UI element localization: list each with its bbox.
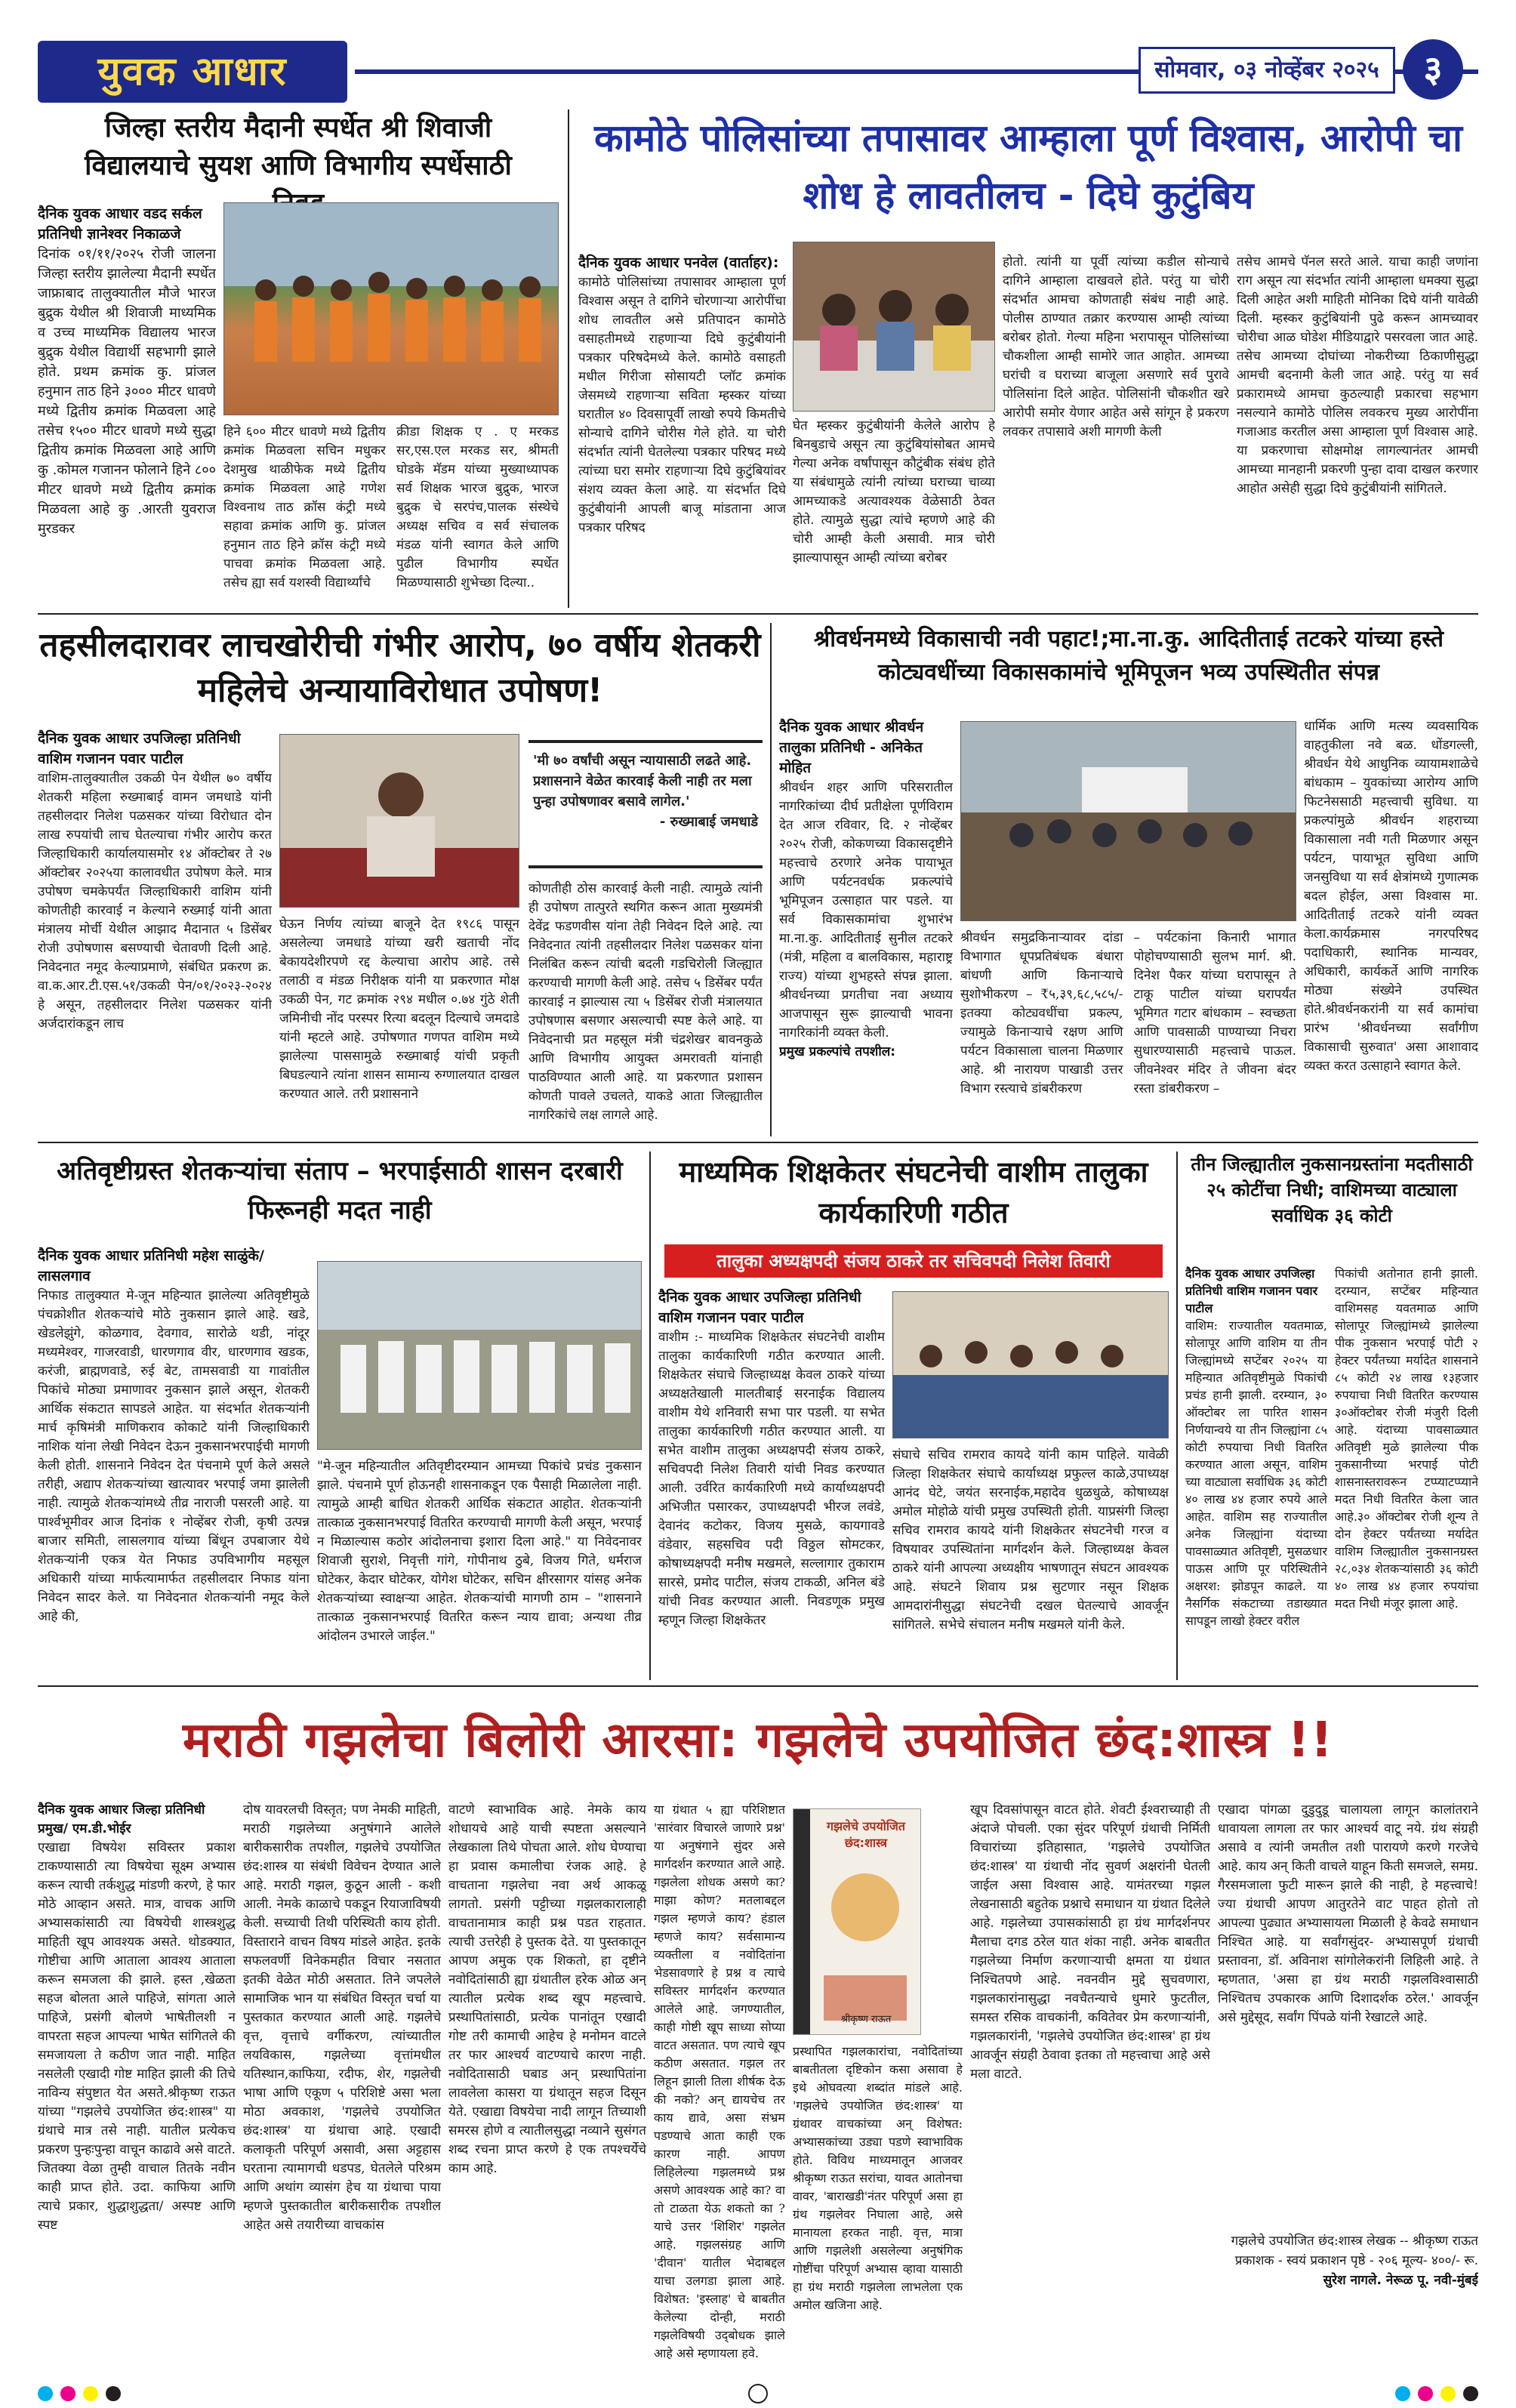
students-photo-art	[224, 203, 559, 415]
book-info	[1218, 2231, 1478, 2371]
book-details: गझलेचे उपयोजित छंद:शास्त्र लेखक -- श्रीकृष्ण राऊत प्रकाशक - स्वयं प्रकाशन पृष्ठे - २०६ मूल्य- ४००/- रू.	[1231, 2234, 1478, 2268]
ghazal-col5	[793, 2043, 963, 2371]
article-headline: श्रीवर्धनमध्ये विकासाची नवी पहाट!;मा.ना.कु. आदितीताई तटकरे यांच्या हस्ते कोट्यवधींच्या विकासकामांचे भूमिपूजन भव्य उपस्थितीत संपन्न	[814, 626, 1444, 686]
projects-label: प्रमुख प्रकल्पांचे तपशील:	[779, 1044, 896, 1059]
article-text: दोष यावरलची विस्तृत; पण नेमकी माहिती, मराठी गझलेच्या अनुषंगाने आलेले बारीकसारीक तपशील, गझलेचे उपयोजित छंद:शास्त्र या संबंधी विवेचन देण्यात आले आहे. मराठी गझल, कुठून आली - कशी आली. नेमके काळाचे पकडून रियाजाविषयी केली. सच्याची तिथी परिस्थिती काय होती. विस्ताराने वाचन विषय मांडले आहेत. इतके सफलवर्णी विनेकमहीत विचार नसतात इतकी वेळेत मोठी असतात. तिने जपलेले सामाजिक भान या संबंधित विस्तृत चर्चा या पुस्तकात करण्यात आली आहे. गझलेचे वृत्त, वृत्ताचे वर्गीकरण, त्यांच्यातील लयविकास, गझलेच्या वृत्तांमधील यतिस्थान,काफिया, रदीफ, शेर, गझलेची भाषा आणि एकूण ५ परिशिष्टे असा भला मोठा अवकाश, 'गझलेचे उपयोजित छंद:शास्त्र' या ग्रंथाचा आहे. एखादी कलाकृती परिपूर्ण असावी, असा अट्टहास घरताना त्यामागची धडपड, घेतलेले परिश्रम आणि अथांग व्यासंग हेच या ग्रंथाचा पाया म्हणजे पुस्तकातील बारीकसारीक तपशील आहेत असे तयारीच्या वाचकांस	[243, 1802, 441, 2233]
article-headline: तीन जिल्ह्यातील नुकसानग्रस्तांना मदतीसाठी २५ कोटींचा निधी; वाशिमच्या वाट्याला सर्वाधिक ३६ कोटी	[1191, 1154, 1473, 1226]
article-text: संघाचे सचिव रामराव कायदे यांनी काम पाहिले. यावेळी जिल्हा शिक्षकेतर संघाचे कार्याध्यक्ष प्रफुल्ल काळे,उपाध्यक्ष आनंद घेटे, जयंत सरनाईक,महादेव धुळधुळे, कोषाध्यक्ष अमोल मोहोळे यांची प्रमुख उपस्थिती होती. याप्रसंगी जिल्हा सचिव रामराव कायदे यांनी शिक्षकेतर संघटनेची गरज व विषयावर उपस्थितांना मार्गदर्शन केले. जिल्हाध्यक्ष केवल ठाकरे यांनी आपल्या अध्यक्षीय भाषणातून संघटन आवश्यक आहे. संघटने शिवाय प्रश्न सुटणार नसून शिक्षक आमदारांनीसुद्धा संघटनेची दखल घेतल्याचे आवर्जून सांगितले. सभेचे संचालन मनीष मखमले यांनी केले.	[892, 1448, 1169, 1633]
quote-attribution: - रुख्माबाई जमधाडे	[659, 814, 758, 830]
union-meeting-photo	[892, 1291, 1169, 1438]
article-sports-cols	[223, 423, 559, 608]
pull-quote	[528, 740, 763, 868]
ghazal-col2	[243, 1801, 441, 2371]
article-text: प्रस्थापित गझलकारांचा, नवोदितांच्या बाबतीतला दृष्टिकोन कसा असावा हे इथे ओघवत्या शब्दांत मांडले आहे. 'गझलेचे उपयोजित छंद:शास्त्र' या ग्रंथावर वाचकांच्या अन् विशेषत: अभ्यासकांच्या उड्या पडणे स्वाभाविक होते. विविध माध्यमातून आजवर श्रीकृष्ण राऊत सरांचा, यावत आतोनचा वावर, 'बाराखडी'नंतर परिपूर्ण असा हा ग्रंथ गझलेवर निघाला आहे, असे मानायला हरकत नाही. वृत्त, मात्रा आणि गझलेशी असलेल्या अनुषंगिक गोष्टींचा परिपूर्ण अभ्यास व्हावा यासाठी हा ग्रंथ मराठी गझलेला लाभलेला एक अमोल खजिना आहे.	[793, 2044, 963, 2312]
farmers-meeting-photo	[317, 1261, 642, 1450]
press-conference-photo	[793, 242, 995, 412]
ghazal-headline: मराठी गझलेचा बिलोरी आरसा: गझलेचे उपयोजित छंद:शास्त्र !!	[183, 1713, 1333, 1768]
book-cover-author: श्रीकृष्ण राऊत	[840, 2014, 892, 2025]
section-divider	[38, 613, 1478, 615]
article-text: धार्मिक आणि मत्स्य व्यवसायिक वाहतुकीला नवे बळ. धोंडगल्ली, श्रीवर्धन येथे आधुनिक व्यायामशाळेचे बांधकाम – युवकांच्या आरोग्य आणि फिटनेससाठी महत्त्वाची सुविधा. या प्रकल्पांमुळे श्रीवर्धन शहराच्या विकासाला नवी गती मिळणार असून पर्यटन, पायाभूत सुविधा आणि जनसुविधा या सर्व क्षेत्रांमध्ये गुणात्मक बदल होईल, असा विश्वास मा. आदितीताई तटकरे यांनी व्यक्त केला.कार्यक्रमास नगरपरिषद पदाधिकारी, स्थानिक मान्यवर, अधिकारी, कार्यकर्ते आणि नागरिक मोठ्या संख्येने उपस्थित होते.श्रीवर्धनकरांनी या सर्व कामांचा प्रारंभ 'श्रीवर्धनच्या सर्वांगीण विकासाची सुरुवात' असा आशावाद व्यक्त करत उत्साहाने स्वागत केले.	[1304, 719, 1478, 1074]
article-headline: जिल्हा स्तरीय मैदानी स्पर्धेत श्री शिवाजी विद्यालयाचे सुयश आणि विभागीय स्पर्धेसाठी	[85, 113, 512, 181]
masthead	[38, 36, 1478, 109]
article-kamothe-col2	[793, 417, 995, 608]
article-text: घेऊन निर्णय त्यांच्या बाजूने देत १९८६ पासून असलेल्या जमधाडे यांच्या खरी खताची नोंद बेकायदेशीरपणे रद्द केल्याचा आरोप आहे. तसे तलाठी व मंडळ निरीक्षक यांनी या प्रकरणात मोक्ष उकळी पेन, गट क्रमांक २९४ मधील ०.७४ गुंठे शेती जमिनीची नोंद परस्पर रित्या बदलून दिल्याचे जमदाडे यांनी म्हटले आहे. उपोषणात गणपत वाशिम मध्ये झालेल्या पाससामुळे रुख्माबाई यांची प्रकृती बिघडल्याने त्यांना शासन सामान्य रुग्णालयात दाखल करण्यात आले. तरी प्रशासनाने	[279, 917, 519, 1102]
ghazal-col4	[654, 1801, 785, 2371]
article-text: कामोठे पोलिसांच्या तपासावर आम्हाला पूर्ण विश्वास असून ते दागिने चोरणाऱ्या आरोपींचा शोध लावतील असे प्रतिपादन कामोठे वसाहतीमध्ये राहणाऱ्या दिघे कुटुंबीयांनी पत्रकार परिषदेमध्ये केले. कामोठे वसाहती मधील गिरीजा सोसायटी प्लॉट क्रमांक जेसमध्ये राहणाऱ्या सविता म्हस्कर यांच्या घरातील ४० दिवसापूर्वी लाखो रुपये किमतीचे सोन्याचे दागिने चोरीस गेले होते. या चोरी संदर्भात त्यांनी घेतलेल्या पत्रकार परिषद मध्ये त्यांच्या घरा समोर राहणाऱ्या दिघे कुटुंबियांवर संशय व्यक्त केला आहे. या संदर्भात दिघे कुटुंबीयांनी आपली बाजू मांडताना आज पत्रकार परिषद	[578, 275, 786, 535]
article-byline: दैनिक युवक आधार जिल्हा प्रतिनिधी प्रमुख/ एम.डी.भोईर	[38, 1802, 205, 1836]
article-teachers-col2	[892, 1446, 1169, 1676]
book-cover-title: गझलेचे उपयोजित छंद:शास्त्र	[826, 1819, 906, 1850]
article-byline: दैनिक युवक आधार उपजिल्हा प्रतिनिधी वाशिम गजानन पवार पाटील	[658, 1289, 861, 1326]
column-divider	[770, 623, 772, 1136]
article-text: एखाद्या विषयेश सविस्तर प्रकाश टाकण्यासाठी त्या विषयेचा सूक्ष्म अभ्यास करून त्याची तर्कशुद्ध मांडणी करणे, हे फार मोठे आव्हान असते. मात्र, वाचक आणि अभ्यासकांसाठी त्या विषयेची शास्त्रशुद्ध माहिती खूप आवश्यक असते. थोडक्यात, गोष्टीचा आणि आताला आवश्य आताला करून समजला की झाले. हस्त ,खेळता सहज बोलता आले पाहिजे, सांगता आले पाहिजे, प्रसंगी बोलणे भाषेतीलशी न वापरता सहज आपल्या भाषेत सांगितले की समजायला ते कठीण जात नाही. माहित नसलेली एखादी गोष्ट माहित झाली की तिचे नाविन्य संपुष्टात येत असते.श्रीकृष्ण राऊत यांच्या "गझलेचे उपयोजित छंद:शास्त्र" या ग्रंथाचे मात्र तसे नाही. यातील प्रत्येकच प्रकरण पुन्हःपुन्हा वाचून काढावे असे वाटते. जितक्या वेळा तुम्ही वाचाल तितके नवीन काही प्राप्त होते. उदा. काफिया आणि त्याचे प्रकार, शुद्धाशुद्धता/ अस्पष्ट आणि स्पष्ट	[38, 1840, 236, 2233]
article-headline: अतिवृष्टीग्रस्त शेतकऱ्यांचा संताप – भरपाईसाठी शासन दरबारी फिरूनही मदत नाही	[57, 1156, 623, 1226]
article-byline: दैनिक युवक आधार पनवेल (वार्ताहर):	[578, 254, 779, 271]
article-text: वाशीम :- माध्यमिक शिक्षकेतर संघटनेची वाशीम तालुका कार्यकारिणी गठीत करण्यात आली. शिक्षकेतर संघाचे जिल्हाध्यक्ष केवल ठाकरे यांच्या अध्यक्षतेखाली मालतीबाई सरनाईक विद्यालय वाशीम येथे शनिवारी सभा पार पडली. या सभेत तालुका कार्यकारिणी गठीत करण्यात आली. या सभेत वाशीम तालुका अध्यक्षपदी संजय ठाकरे, सचिवपदी निलेश तिवारी यांची निवड करण्यात आली. उर्वरित कार्यकारिणी मध्ये कार्याध्यक्षपदी अभिजीत पसारकर, उपाध्यक्षपदी भीरज लवंडे, देवानंद कटोकर, विजय मुसळे, कायगावडे वंडेवार, सहसचिव पदी विठ्ठल सोमटकर, कोषाध्यक्षपदी मनीष मखमले, सल्लागार तुकाराम सारसे, प्रमोद पाटील, संजय टाकळी, अनिल बंडे यांची निवड करण्यात आली. निवडणूक प्रमुख म्हणून जिल्हा शिक्षकेतर	[658, 1330, 885, 1628]
union-photo-art	[893, 1292, 1169, 1438]
book-cover	[793, 1808, 921, 2035]
protester-photo	[279, 734, 519, 908]
article-text: निफाड तालुक्यात मे-जून महिन्यात झालेल्या अतिवृष्टीमुळे पंचक्रोशीत शेतकऱ्यांचे मोठे नुकसान झाले आहे. खडे, खेडलेझुंगे, कोळगाव, देवगाव, सारोळे थडी, नांदूर मध्यमेश्वर, गाजरवाडी, धारणगाव वीर, धारणगाव खडक, करंजी, ब्राह्मणवाडे, रुई बेट, तामसवाडी या गावांतील पिकांचे मोठ्या प्रमाणावर नुकसान झाले असून, शेतकरी आर्थिक संकटात सापडले आहेत. या संदर्भात शेतकऱ्यांनी मार्च कृषिमंत्री माणिकराव कोकाटे यांनी जिल्हाधिकारी नाशिक यांना लेखी निवेदन देऊन नुकसानभरपाईची मागणी केली होती. शासनाने निवेदन देत पंचनामे पूर्ण केले असले तरीही, अद्याप शेतकऱ्यांच्या खात्यावर भरपाई जमा झालेली नाही. त्यामुळे शेतकऱ्यांमध्ये तीव्र नाराजी पसरली आहे. या पार्श्वभूमीवर आज दिनांक १ नोव्हेंबर रोजी, कृषी उत्पन्न बाजार समिती, लासलगाव यांच्या बिंधून उपबाजार येथे शेतकऱ्यांनी एकत्र येत निफाड उपविभागीय महसूल अधिकारी यांच्या मार्फत्यामार्फत तहसीलदार निफाड यांना निवेदन सादर केले. या निवेदनात शेतकऱ्यांनी नमूद केले आहे की,	[38, 1288, 310, 1624]
article-text: दिनांक ०१/११/२०२५ रोजी जालना जिल्हा स्तरीय झालेल्या मैदानी स्पर्धेत जाफ्राबाद तालुक्यातील मौजे भारज बुद्रुक येथील श्री शिवाजी माध्यमिक व उच्च माध्यमिक विद्यालय भारज बुद्रुक येथील विद्यार्थी सहभागी झाले होते. प्रथम क्रमांक कु. प्रांजल हनुमान ताठ हिने ३००० मीटर धावणे मध्ये द्वितीय क्रमांक मिळवला आहे तसेच १५०० मीटर धावणे मध्ये सुद्धा द्वितीय क्रमांक मिळवला आहे आणि कु .कोमल गजानन फोलाने हिने ८०० मीटर धावणे मध्ये द्वितीय क्रमांक मिळवला आहे कु .आरती युवराज मुरडकर	[38, 246, 216, 537]
article-text: वाटणे स्वाभाविक आहे. नेमके काय शोधायचे आहे याची स्पष्टता असल्याने लेखकाला तिथे पोचता आले. शोध घेण्याचा हा प्रवास कमालीचा रंजक आहे. हे वाचताना गझलेचा नवा अर्थ आकळू लागतो. प्रसंगी पट्टीच्या गझलकारालाही वाचतानामात्र काही प्रश्न पडत राहतात. त्याची उत्तरेही हे पुस्तक देते. या पुस्तकातून आपण अमुक एक शिकतो, हा दृष्टीने नवोदितांसाठी ह्या ग्रंथातील हरेक ओळ अन् त्यातील प्रत्येक शब्द खूप महत्त्वाचे. प्रस्थापितांसाठी, प्रत्येक पानांतून एखादी गोष्ट तरी कामाची आहेच हे मनोमन वाटले तर फार आश्चर्य वाटण्याचे कारण नाही. नवोदितासाठी घबाड अन् प्रस्थापितांना लावलेला कासरा या ग्रंथातून सहज दिसून येते. एखाद्या विषयेचा नादी लागून तिच्याशी समरस होणे व त्यातीलसुद्धा नव्याने सुसंगत शब्द रचना प्राप्त करणे हे एक तपश्चर्येचे काम आहे.	[448, 1802, 646, 2176]
article-text: तसेच आमचे पॅनल सरते आले. याचा काही जणांना राग असून त्या संदर्भात त्यांनी आम्हाला धमक्या सुद्धा दिली आहेत अशी माहिती मोनिका दिघे यांनी यावेळी दिली. म्हस्कर कुटुंबियांनी पुढे करून आमच्यावर चोरीचा आळ घोडेश मीडियाद्वारे पसरवला जात आहे. तसेच आमच्या दोघांच्या नोकरीच्या ठिकाणीसुद्धा आमची बदनामी केली जात आहे. परंतु या सर्व प्रकारामध्ये आमचा कुठल्याही प्रकारचा सहभाग नसल्याने कामोठे पोलिस लवकरच मुख्य आरोपींना गजाआड करतील असा आम्हाला पूर्ण विश्वास आहे. या प्रकरणाचा सोक्षमोक्ष लागल्यानंतर आमची आमच्या मानहानी प्रकरणी पुन्हा दावा दाखल करणार आहोत असेही सुद्धा दिघे कुटुंबीयांनी सांगितले.	[1237, 254, 1478, 496]
article-text: वाशिम-तालुक्यातील उकळी पेन येथील ७० वर्षीय शेतकरी महिला रुख्माबाई वामन जमधाडे यांनी तहसीलदार निलेश पळसकर यांच्या विरोधात दोन लाख रुपयांची लाच घेतल्याचा गंभीर आरोप करत जिल्हाधिकारी कार्यालयासमोर १४ ऑक्टोबर ते २७ ऑक्टोबर २०२५या कालावधीत उपोषण केले. मात्र उपोषण चमकेपर्यंत जिल्हाधिकारी वाशिम यांनी कोणतीही कारवाई न केल्याने रुख्माई यांनी आता मंत्रालय मोर्ची येथील आझाद मैदानात ५ डिसेंबर रोजी उपोषणास बसण्याची चेतावणी दिली आहे. निवेदनात नमूद केल्याप्रमाणे, संबंधित प्रकरण क्र. वा.क.आर.टी.एस.५१/उकळी पेन/०१/२०२३-२०२४ हे असून, तहसीलदार निलेश पळसकर यांनी अर्जदारांकडून लाच	[38, 771, 272, 1031]
article-farmers	[38, 1152, 642, 1238]
article-headline: कामोठे पोलिसांच्या तपासावर आम्हाला पूर्ण विश्वास, आरोपी चा शोध हे लावतीलच - दिघे कुटुंबिय	[594, 116, 1462, 217]
ghazal-col6	[970, 1801, 1210, 2371]
page-number: ३	[1403, 39, 1463, 100]
article-text: खूप दिवसांपासून वाटत होते. शेवटी ईश्वराच्याही ती अंदाजे पोचली. एका सुंदर परिपूर्ण ग्रंथाची निर्मिती विचारांच्या इतिहासात, 'गझलेचे उपयोजित छंद:शास्त्र' या ग्रंथाची नोंद सुवर्ण अक्षरांनी घेतली जाईल असा विश्वास आहे. यामंतरच्या गझल लेखनासाठी बहुतेक प्रश्नाचे समाधान या ग्रंथात दिलेले आहे. गझलेच्या उपासकांसाठी हा ग्रंथ मार्गदर्शनपर मैलाचा दगड ठरेल यात शंका नाही. अनेक बाबतीत गझलेच्या निर्माण करणाऱ्याची क्षमता या ग्रंथात निश्चितपणे आहे. नवनवीन मुद्दे सुचवणारा, गझलकारांनासुद्धा नवचैतन्याचे धुमारे फुटतील, समस्त रसिक वाचकांनी, कवितेवर प्रेम करणाऱ्यांनी, गझलकारांनी, 'गझलेचे उपयोजित छंद:शास्त्र' हा ग्रंथ आवर्जून संग्रही ठेवावा इतका तो महत्त्वाचा आहे असे मला वाटते.	[970, 1802, 1210, 2082]
article-text-col2: श्रीवर्धन समुद्रकिनाऱ्यावर दांडा विभागात धूपप्रतिबंधक बंधारा बांधणी आणि किनाऱ्याचे सुशोभीकरण – ₹५,३९,६८,५८५/- इतक्या कोट्यवधींचा प्रकल्प, ज्यामुळे किनाऱ्याचे रक्षण आणि पर्यटन विकासाला चालना मिळणार आहे. श्री नारायण पाखाडी उत्तर विभाग रस्त्याचे डांबरीकरण	[960, 930, 1123, 1096]
article-hunger-strike-col3	[528, 880, 763, 1136]
section-divider	[38, 1142, 1478, 1143]
article-shrivardhan-cols	[960, 929, 1296, 1136]
article-text: श्रीवर्धन शहर आणि परिसरातील नागरिकांच्या दीर्घ प्रतीक्षेला पूर्णविराम देत आज रविवार, दि. २ नोव्हेंबर २०२५ रोजी, कोकणच्या विकासदृष्टीने महत्त्वाचे ठरणारे अनेक पायाभूत आणि पर्यटनवर्धक प्रकल्पांचे भूमिपूजन उत्साहात पार पडले. या सर्व विकासकामांचा शुभारंभ मा.ना.कु. आदितीताई सुनील तटकरे (मंत्री, महिला व बालविकास, महाराष्ट्र राज्य) यांच्या शुभहस्ते संपन्न झाला. श्रीवर्धनच्या प्रगतीचा नवा अध्याय आजपासून सुरू झाल्याची भावना नागरिकांनी व्यक्त केली.	[779, 780, 953, 1041]
article-text: होतो. त्यांनी या पूर्वी त्यांच्या कडील सोन्याचे दागिने आम्हाला दाखवले होते. परंतु या चोरी संदर्भात आमचा कोणताही संबंध नाही आहे. पोलीस ठाण्यात तक्रार करण्यास आम्ही त्यांच्या बरोबर होतो. गेल्या महिना भरापासून पोलिसांच्या चौकशीला आम्ही सामोरे जात आहोत. आमच्या घरांची व घराच्या बाजूला असणारे सर्व पुरावे पोलिसांना दिले आहेत. पोलिसांनी चौकशीत खरे आरोपी समोर येणार आहेत असे सांगून हे प्रकरण लवकर तपासावे अशी मागणी केली	[1003, 254, 1229, 439]
review-author: सुरेश नागले. नेरूळ पू. नवी-मुंबई	[1323, 2273, 1478, 2288]
column-divider	[1176, 1152, 1178, 1680]
article-relief-fund	[1185, 1152, 1478, 1257]
article-relief-col1	[1185, 1265, 1327, 1676]
article-kamothe-col3	[1003, 253, 1229, 608]
article-hunger-strike-col2	[279, 915, 519, 1136]
article-shrivardhan	[779, 623, 1478, 710]
protester-photo-art	[280, 735, 519, 908]
column-divider	[568, 109, 569, 608]
section-divider	[38, 1685, 1478, 1687]
article-text: "मे-जून महिन्यातील अतिवृष्टीदरम्यान आमच्या पिकांचे प्रचंड नुकसान झाले. पंचनामे पूर्ण होऊनही शासनाकडून एक पैसाही मिळालेला नाही. त्यामुळे आम्ही बाधित शेतकरी आर्थिक संकटात आहोत. शेतकऱ्यांनी तात्काळ नुकसानभरपाई वितरित करण्याची मागणी केली असून, भरपाई न मिळाल्यास कठोर आंदोलनाचा इशारा दिला आहे." या निवेदनावर शिवाजी सुराशे, निवृत्ती गांगे, गोपीनाथ ठुबे, विजय गिते, धर्मराज घोटेकर, केदार घोटेकर, योगेश घोटेकर, सचिन क्षीरसागर यांसह अनेक शेतकऱ्यांच्या स्वाक्षऱ्या आहेत. शेतकऱ्यांची मागणी ठाम – "शासनाने तात्काळ नुकसानभरपाई वितरित करून न्याय द्यावा; अन्यथा तीव्र आंदोलन उभारले जाईल."	[317, 1459, 642, 1644]
article-farmers-col2	[317, 1457, 642, 1676]
article-text: घेत म्हस्कर कुटुंबीयांनी केलेले आरोप हे बिनबुडाचे असून त्या कुटुंबियांसोबत आमचे गेल्या अनेक वर्षांपासून कौटुंबीक संबंध होते या संबंधामुळे त्यांनी त्यांच्या घराच्या चाव्या आमच्याकडे अत्यावश्यक वेळेसाठी ठेवत होते. त्यामुळे सुद्धा त्यांचे म्हणणे आहे की चोरी आम्ही केली असावी. मात्र चोरी झाल्यापासून आम्ही त्यांच्या बरोबर	[793, 418, 995, 566]
article-sports-body	[38, 204, 216, 604]
farmers-photo-art	[318, 1262, 642, 1450]
article-shrivardhan-col4	[1304, 717, 1478, 1136]
article-text: कोणतीही ठोस कारवाई केली नाही. त्यामुळे त्यांनी ही उपोषण तात्पुरते स्थगित करून आता मुख्यमंत्री देवेंद्र फडणवीस यांना तेही निवेदन दिले आहे. त्या निवेदनात त्यांनी तहसीलदार निलेश पळसकर यांना निलंबित करून त्यांची बदली गडचिरोली जिल्ह्यात करण्याची मागणी केली आहे. तसेच ५ डिसेंबर पर्यंत कारवाई न झाल्यास त्या ५ डिसेंबर रोजी मंत्रालयात उपोषणास बसणार असल्याची स्पष्ट केले आहे. या निवेदनाची प्रत महसूल मंत्री चंद्रशेखर बावनकुळे आणि विभागीय आयुक्त अमरावती यांनाही पाठविण्यात आली आहे. या प्रकरणात प्रशासन कोणती पावले उचलते, याकडे आता जिल्ह्यातील नागरिकांचे लक्ष लागले आहे.	[528, 881, 763, 1123]
print-registration-strip	[0, 2379, 1516, 2408]
ceremony-photo	[960, 721, 1296, 921]
ghazal-col3	[448, 1801, 646, 2371]
article-byline: दैनिक युवक आधार प्रतिनिधी महेश साळुंके/लासलगाव	[38, 1247, 264, 1284]
article-farmers-col1	[38, 1246, 310, 1676]
article-headline: माध्यमिक शिक्षकेतर संघटनेची वाशीम तालुका कार्यकारिणी गठीत	[679, 1155, 1148, 1229]
article-byline: दैनिक युवक आधार श्रीवर्धन तालुका प्रतिनिधी - अनिकेत मोहित	[779, 719, 924, 776]
article-shrivardhan-col1	[779, 717, 953, 1136]
ceremony-photo-art	[961, 722, 1296, 921]
quote-text: 'मी ७० वर्षांची असून न्यायासाठी लढते आहे. प्रशासनाने वेळेत कारवाई केली नाही तर मला पुन्हा उपोषणावर बसावे लागेल.'	[533, 753, 752, 809]
article-teachers-col1	[658, 1287, 885, 1676]
press-photo-art	[793, 242, 995, 412]
article-text-col3: – पर्यटकांना किनारी भागात पोहोचण्यासाठी सुलभ मार्ग. श्री. दिनेश पैकर यांच्या घरापासून ते टाकू पाटील यांच्या घरापर्यंत भूमिगत गटार बांधकाम – स्वच्छता आणि पावसाळी पाण्याच्या निचरा सुधारण्यासाठी महत्त्वाचे पाऊल. जीवनेश्वर मंदिर ते जीवना बंदर रस्ता डांबरीकरण –	[1133, 930, 1296, 1096]
article-byline: दैनिक युवक आधार उपजिल्हा प्रतिनिधी वाशिम गजानन पवार पाटील	[38, 730, 241, 767]
issue-date: सोमवार, ०३ नोव्हेंबर २०२५	[1139, 47, 1395, 94]
article-hunger-strike-col1	[38, 729, 272, 1136]
article-kamothe	[578, 109, 1478, 234]
article-hunger-strike	[38, 623, 763, 717]
students-group-photo	[223, 202, 559, 415]
article-teachers-union	[658, 1152, 1169, 1238]
article-text: या ग्रंथात ५ ह्या परिशिष्टात 'सारंवार विचारले जाणारे प्रश्न' या अनुषंगाने सुंदर असे मार्गदर्शन करण्यात आले आहे. गझलेला शोधक असणे का? माझा कोण? मतलाबद्दल गझल म्हणजे काय? हंडाल म्हणजे काय? सर्वसामान्य व्यक्तीला व नवोदितांना भेडसावणारे हे प्रश्न व त्याचे सविस्तर मार्गदर्शन करण्यात आलेले आहे. जगण्यातील, काही गोष्टी खूप साध्या सोप्या वाटत असतात. पण त्याचे खूप कठीण असतात. गझल तर लिहून झाली तिला शीर्षक देऊ की नको? अन् द्यायचेच तर काय द्यावे, असा संभ्रम पडण्याचे आता काही एक कारण नाही. आपण लिहिलेल्या गझलमध्ये प्रश्न असणे आवश्यक आहे का? वा तो टाळता येऊ शकतो का ? याचे उत्तर 'शिशिर' गझलेत आहे. गझलसंग्रह आणि 'दीवान' यातील भेदाबद्दल याचा उलगडा झाला आहे. विशेषत: 'इस्लाह' चे बाबतीत केलेल्या दोन्ही, मराठी गझलेविषयी उद्‍बोधक झाले आहे असे म्हणायला हवे.	[654, 1802, 785, 2360]
article-text: वाशिम: राज्यातील यवतमाळ, सोलापूर आणि वाशिम या तीन जिल्ह्यांमध्ये सप्टेंबर २०२५ या महिन्यात अतिवृष्टीमुळे पिकांची प्रचंड हानी झाली. दरम्यान, ३० ऑक्टोबर ला पारित शासन निर्णयान्वये या तीन जिल्ह्यांना ८५ कोटी रुपयाचा निधी वितरित करण्यात आला असून, वाशिम च्या वाट्याला सर्वाधिक ३६ कोटी ४० लाख ४४ हजार रुपये आले आहेत. वाशिम सह राज्यातील अनेक जिल्ह्यांना यंदाच्या पावसाळ्यात अतिवृष्टी, मुसळधार पाऊस आणि पूर परिस्थितीने अक्षरश: झोडपून काढले. या नैसर्गिक संकटाच्या तडाख्यात सापडून लाखो हेक्टर वरील	[1185, 1318, 1327, 1628]
article-text-col2: हिने ६०० मीटर धावणे मध्ये द्वितीय क्रमांक मिळवला सचिन मधुकर देशमुख थाळीफेक मध्ये द्वितीय क्रमांक मिळवला आहे गणेश विश्वनाथ ताठ क्रॉस कंट्री मध्ये सहावा क्रमांक आणि कु. प्रांजल हनुमान ताठ हिने क्रॉस कंट्री मध्ये पाचवा क्रमांक मिळवला आहे. तसेच ह्या सर्व यशस्वी विद्यार्थ्यांचे	[223, 424, 386, 590]
article-relief-col2	[1335, 1265, 1478, 1676]
newspaper-logo: युवक आधार	[38, 41, 347, 103]
ghazal-col7	[1218, 1801, 1478, 2224]
article-kamothe-col1	[578, 253, 786, 608]
ghazal-col1	[38, 1801, 236, 2371]
article-headline: तहसीलदारावर लाचखोरीची गंभीर आरोप, ७० वर्षीय शेतकरी महिलेचे अन्यायाविरोधात उपोषण!	[39, 626, 761, 710]
article-kamothe-col4	[1237, 253, 1478, 608]
article-text-col3: क्रीडा शिक्षक ए . ए मरकड सर,एस.एल मरकड सर, श्रीमती घोडके मॅडम यांच्या मुख्याध्यापक सर्व शिक्षक भारज बुद्रुक, भारज बुद्रुक चे सरपंच,पालक संस्थेचे अध्यक्ष सचिव व सर्व संचालक मंडळ यांनी स्वागत केले आणि पुढील विभागीय स्पर्धेत मिळण्यासाठी शुभेच्छा दिल्या..	[396, 424, 559, 590]
article-text: पिकांची अतोनात हानी झाली. दरम्यान, सप्टेंबर महिन्यात वाशिमसह यवतमाळ आणि सोलापूर जिल्ह्यांमध्ये झालेल्या पीक नुकसान भरपाई पोटी २ हेक्टर पर्यंतच्या मर्यादेत शासनाने ८५ कोटी २४ लाख १३हजार रुपयाचा निधी वितरित करण्यास ३०ऑक्टोबर रोजी मंजुरी दिली आहे. यंदाच्या पावसाळ्यात अतिवृष्टी मुळे झालेल्या पीक नुकसानीच्या भरपाई पोटी शासनास्तरावरून टप्प्याटप्प्याने मदत निधी वितरित केला जात आहे.३० ऑक्टोबर रोजी शून्य ते दोन हेक्टर पर्यंतच्या मर्यादेत वाशिम जिल्ह्यातील नुकसानग्रस्त २८,०३४ शेतकऱ्यांसाठी ३६ कोटी ४० लाख ४४ हजार रुपयांचा मदत निधी मंजूर झाला आहे.	[1335, 1266, 1478, 1611]
subheadline-band: तालुका अध्यक्षपदी संजय ठाकरे तर सचिवपदी निलेश तिवारी	[664, 1244, 1163, 1278]
article-byline: दैनिक युवक आधार उपजिल्हा प्रतिनिधी वाशिम गजानन पवार पाटील	[1185, 1266, 1318, 1315]
article-text: एखादा पांगळा दुडुदुडू चालायला लागून कालांतराने धावायला लागला तर फार आश्चर्य वाटू नये. ग्रंथ संग्रही असावे व त्यांनी जमतील तशी पारायणे करणे गरजेचे आहे. काय अन् किती वाचले याहून किती समजले, समग्र. गैरसमजाला फुटी मारून झाले की नाही, हे महत्त्वाचे! ज्या ग्रंथाची आपण आतुरतेने वाट पाहत होतो तो आपल्या पुढ्यात अभ्यासायला मिळाली हे केवढे समाधान निश्चित आहे. या सर्वांगसुंदर- अभ्यासपूर्ण ग्रंथाची प्रस्तावना, डॉ. अविनाश सांगोलेकरांनी लिहिली आहे. ते म्हणतात, 'असा हा ग्रंथ मराठी गझलविश्वासाठी निश्चितच उपकारक आणि दिशादर्शक ठरेल.' आवर्जून असे मुद्देसूद, सर्वांग पिंपळे यांनी रेखाटले आहे.	[1218, 1802, 1478, 2025]
column-divider	[649, 1152, 651, 1680]
article-byline: दैनिक युवक आधार वडद सर्कल प्रतिनिधी ज्ञानेश्वर निकाळजे	[38, 205, 202, 242]
